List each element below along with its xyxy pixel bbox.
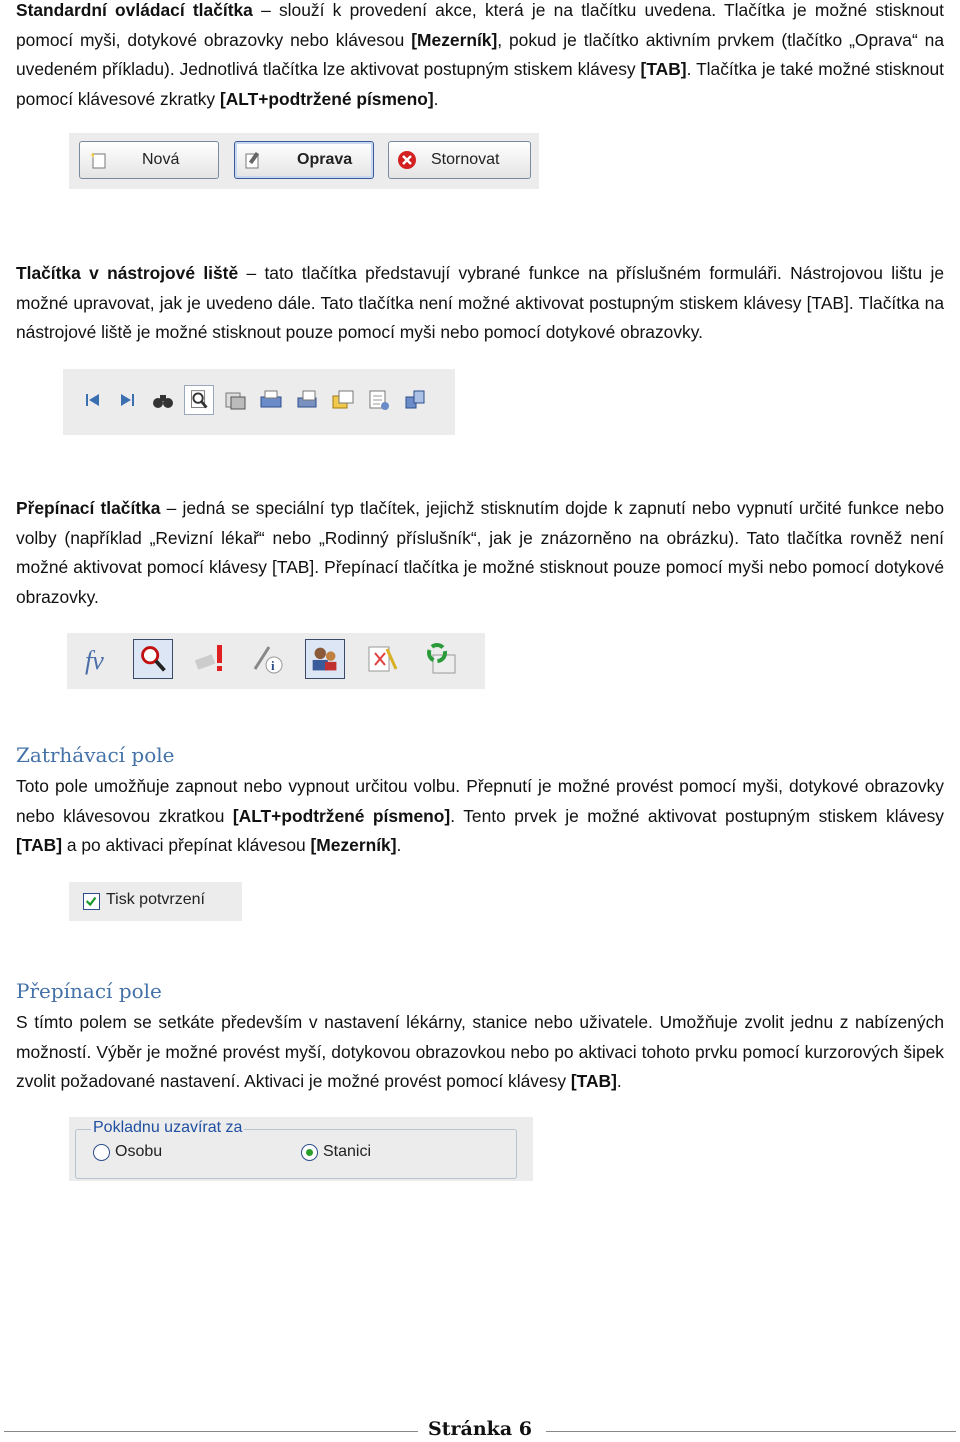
text: . <box>433 89 439 110</box>
folder-copy-icon[interactable] <box>330 387 356 413</box>
svg-text:fv: fv <box>85 646 104 675</box>
key-tab: [TAB] <box>570 1071 617 1092</box>
term-toolbar-buttons: Tlačítka v nástrojové liště <box>16 263 239 283</box>
key-alt: [ALT+podtržené písmeno] <box>232 805 451 826</box>
new-button-label: Nová <box>142 151 180 168</box>
toggle-buttons-example-image <box>67 633 485 689</box>
checkbox-example-image <box>69 882 242 921</box>
edit-document-icon <box>243 150 263 170</box>
search-document-icon[interactable] <box>184 385 214 415</box>
text: , pokud je tlačítko aktivním prvkem (tlačítko „Oprava“ na uvedeném příkladu). Jednotlivá tlačítka lze aktivovat postupným stiskem klávesy <box>16 29 944 80</box>
text: Toto pole umožňuje zapnout nebo vypnout určitou volbu. Přepnutí je možné provést pomocí myši, dotykové obrazovky nebo klávesovou zkratkou <box>16 776 944 826</box>
radio-group-label: Pokladnu uzavírat za <box>93 1119 243 1136</box>
paragraph-checkbox <box>16 772 944 861</box>
text: . Tento prvek je možné aktivovat postupným stiskem klávesy <box>450 805 944 826</box>
text: – jedná se speciální typ tlačítek, jejichž stisknutím dojde k zapnutí nebo vypnutí určité funkce nebo volby (například „Revizní lékař“ nebo „Rodinný příslušník“, jak je znázorněno na obrázku). Tato tlačítka rovněž není možné aktivovat pomocí klávesy [TAB]. Přepínací tlačítka je možné stisknout pouze pomocí myši nebo pomocí dotykové obrazovky. <box>16 498 944 608</box>
warning-icon[interactable] <box>191 639 231 679</box>
edit-button[interactable] <box>234 141 374 179</box>
document-edit-icon[interactable] <box>363 639 403 679</box>
page-number-label: Stránka 6 <box>418 1418 542 1440</box>
print-preview-icon[interactable] <box>294 387 320 413</box>
radio-option-person-label: Osobu <box>115 1143 163 1160</box>
new-button[interactable] <box>79 141 219 179</box>
paragraph-radio <box>16 1008 944 1097</box>
info-icon[interactable] <box>249 639 289 679</box>
export-icon[interactable] <box>402 387 428 413</box>
print-confirmation-label: Tisk potvrzení <box>106 891 205 908</box>
key-tab: [TAB] <box>16 835 63 856</box>
paragraph-toolbar-buttons <box>16 259 944 348</box>
radio-option-station[interactable] <box>301 1144 318 1161</box>
key-space: [Mezerník] <box>310 835 397 856</box>
printer-icon[interactable] <box>258 387 284 413</box>
cancel-button-label: Stornovat <box>431 151 500 168</box>
text: . <box>396 835 402 856</box>
text: – slouží k provedení akce, která je na tlačítku uvedena. Tlačítka je možné stisknout pomocí myši, dotykové obrazovky nebo klávesou <box>16 0 944 50</box>
radio-selected-dot <box>306 1149 313 1156</box>
heading-checkbox: Zatrhávací pole <box>16 743 175 767</box>
page-number <box>0 1418 960 1440</box>
fiscal-icon[interactable] <box>79 639 119 679</box>
term-standard-buttons: Standardní ovládací tlačítka <box>16 0 253 20</box>
recycle-icon[interactable] <box>421 639 461 679</box>
edit-button-label: Oprava <box>297 151 353 168</box>
svg-text:i: i <box>271 658 275 673</box>
checkmark-icon <box>84 894 99 909</box>
text: S tímto polem se setkáte především v nastavení lékárny, stanice nebo uživatele. Umožňuje zvolit jednu z nabízených možností. Výběr je možné provést myší, dotykovou obrazovkou nebo po aktivaci tohoto prvku pomocí kurzorových šipek zvolit požadované nastavení. Aktivaci je možné provést pomocí klávesy <box>16 1012 944 1092</box>
radio-option-station-label: Stanici <box>323 1143 372 1160</box>
new-document-icon <box>88 150 108 170</box>
term-toggle-buttons: Přepínací tlačítka <box>16 498 161 518</box>
key-space: [Mezerník] <box>411 29 498 50</box>
key-alt: [ALT+podtržené písmeno] <box>219 89 434 110</box>
document-settings-icon[interactable] <box>366 387 392 413</box>
paragraph-standard-buttons <box>16 0 944 115</box>
buttons-example-image <box>69 133 539 189</box>
print-confirmation-checkbox[interactable] <box>83 893 100 910</box>
radio-example-image <box>69 1117 533 1181</box>
text: . Tlačítka je také možné stisknout pomocí klávesové zkratky <box>16 59 944 110</box>
first-record-icon[interactable] <box>80 387 106 413</box>
family-member-icon[interactable] <box>305 639 345 679</box>
revision-doctor-icon[interactable] <box>133 639 173 679</box>
last-record-icon[interactable] <box>114 387 140 413</box>
paragraph-toggle-buttons <box>16 494 944 613</box>
text: – tato tlačítka představují vybrané funkce na příslušném formuláři. Nástrojovou lištu je možné upravovat, jak je uvedeno dále. Tato tlačítka není možné aktivovat postupným stiskem klávesy [TAB]. Tlačítka na nástrojové liště je možné stisknout pouze pomocí myši nebo pomocí dotykové obrazovky. <box>16 263 944 343</box>
key-tab: [TAB] <box>640 59 687 80</box>
printer-stack-icon[interactable] <box>222 387 248 413</box>
binoculars-icon[interactable] <box>150 387 176 413</box>
heading-radio: Přepínací pole <box>16 979 162 1003</box>
text: a po aktivaci přepínat klávesou <box>62 835 311 856</box>
radio-option-person[interactable] <box>93 1144 110 1161</box>
cancel-button[interactable] <box>388 141 531 179</box>
toolbar-example-image <box>63 369 455 435</box>
text: . <box>616 1071 622 1092</box>
cancel-icon <box>397 150 417 170</box>
